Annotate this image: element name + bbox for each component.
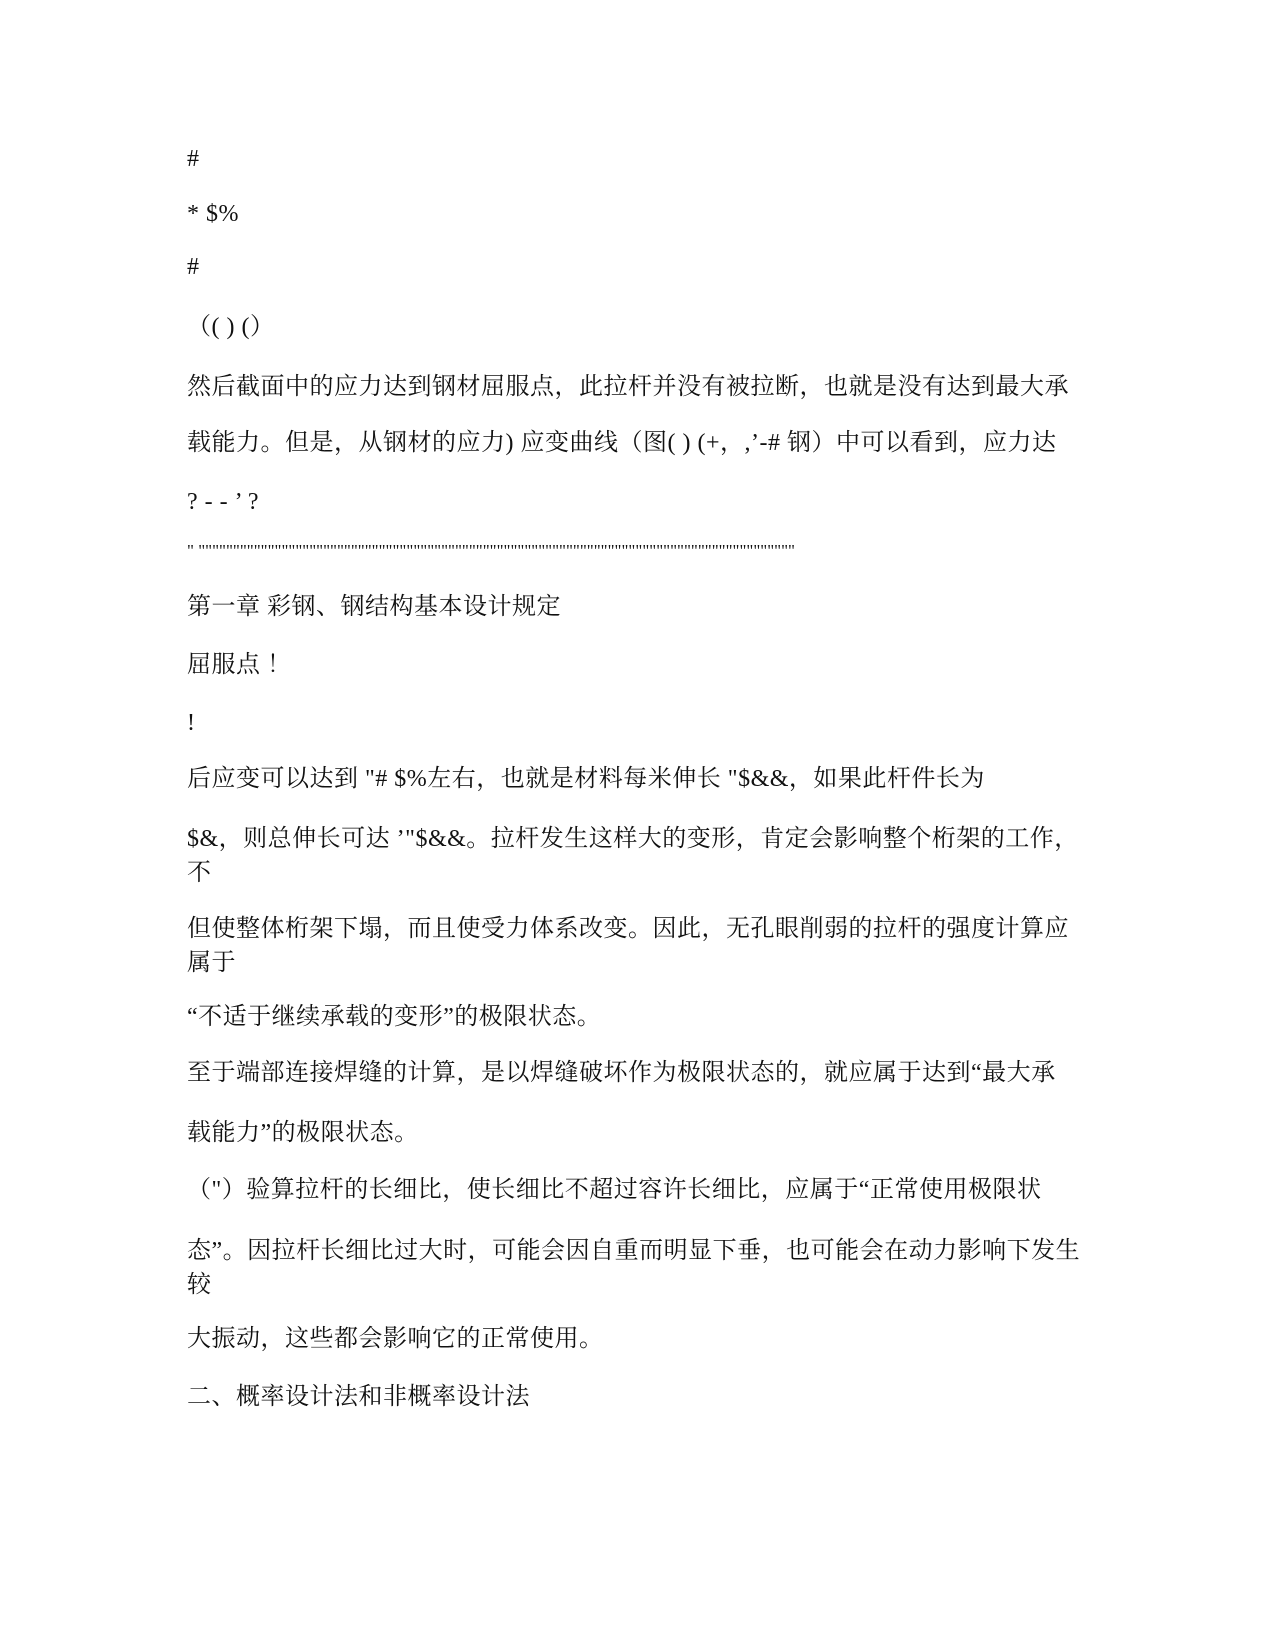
text-line-13: $&，则总伸长可达 ’"$&&。拉杆发生这样大的变形，肯定会影响整个桁架的工作，不 — [187, 826, 1079, 886]
text-line-7: ? - - ’ ? — [187, 489, 259, 515]
text-line-8: " """""""""""""""""""""""""""""""""""""""""""""""""""""""""""""""""""""""""""""""""""""" — [187, 541, 795, 560]
text-line-15: “不适于继续承载的变形”的极限状态。 — [187, 1004, 602, 1030]
text-line-5: 然后截面中的应力达到钢材屈服点，此拉杆并没有被拉断，也就是没有达到最大承 — [187, 374, 1069, 400]
text-line-11: ! — [187, 710, 196, 736]
text-line-14: 但使整体桁架下塌，而且使受力体系改变。因此，无孔眼削弱的拉杆的强度计算应属于 — [187, 916, 1069, 976]
text-line-20: 大振动，这些都会影响它的正常使用。 — [187, 1326, 604, 1352]
text-line-12: 后应变可以达到 "# $%左右，也就是材料每米伸长 "$&&，如果此杆件长为 — [187, 766, 985, 792]
text-line-1: # — [187, 146, 200, 172]
section-heading: 二、概率设计法和非概率设计法 — [187, 1384, 530, 1410]
text-line-17: 载能力”的极限状态。 — [187, 1120, 419, 1146]
text-line-3: # — [187, 254, 200, 280]
text-line-2: * $% — [187, 201, 239, 227]
text-line-10: 屈服点 ！ — [187, 652, 292, 678]
text-line-18: （"）验算拉杆的长细比，使长细比不超过容许长细比，应属于“正常使用极限状 — [187, 1177, 1042, 1203]
chapter-heading: 第一章 彩钢、钢结构基本设计规定 — [187, 594, 561, 620]
text-line-16: 至于端部连接焊缝的计算，是以焊缝破坏作为极限状态的，就应属于达到“最大承 — [187, 1060, 1056, 1086]
text-line-6: 载能力。但是，从钢材的应力) 应变曲线（图( ) (+，,’-# 钢）中可以看到，应力达 — [187, 430, 1057, 456]
text-line-4: （( ) (） — [187, 314, 275, 340]
text-line-19: 态”。因拉杆长细比过大时，可能会因自重而明显下垂，也可能会在动力影响下发生较 — [187, 1238, 1081, 1298]
